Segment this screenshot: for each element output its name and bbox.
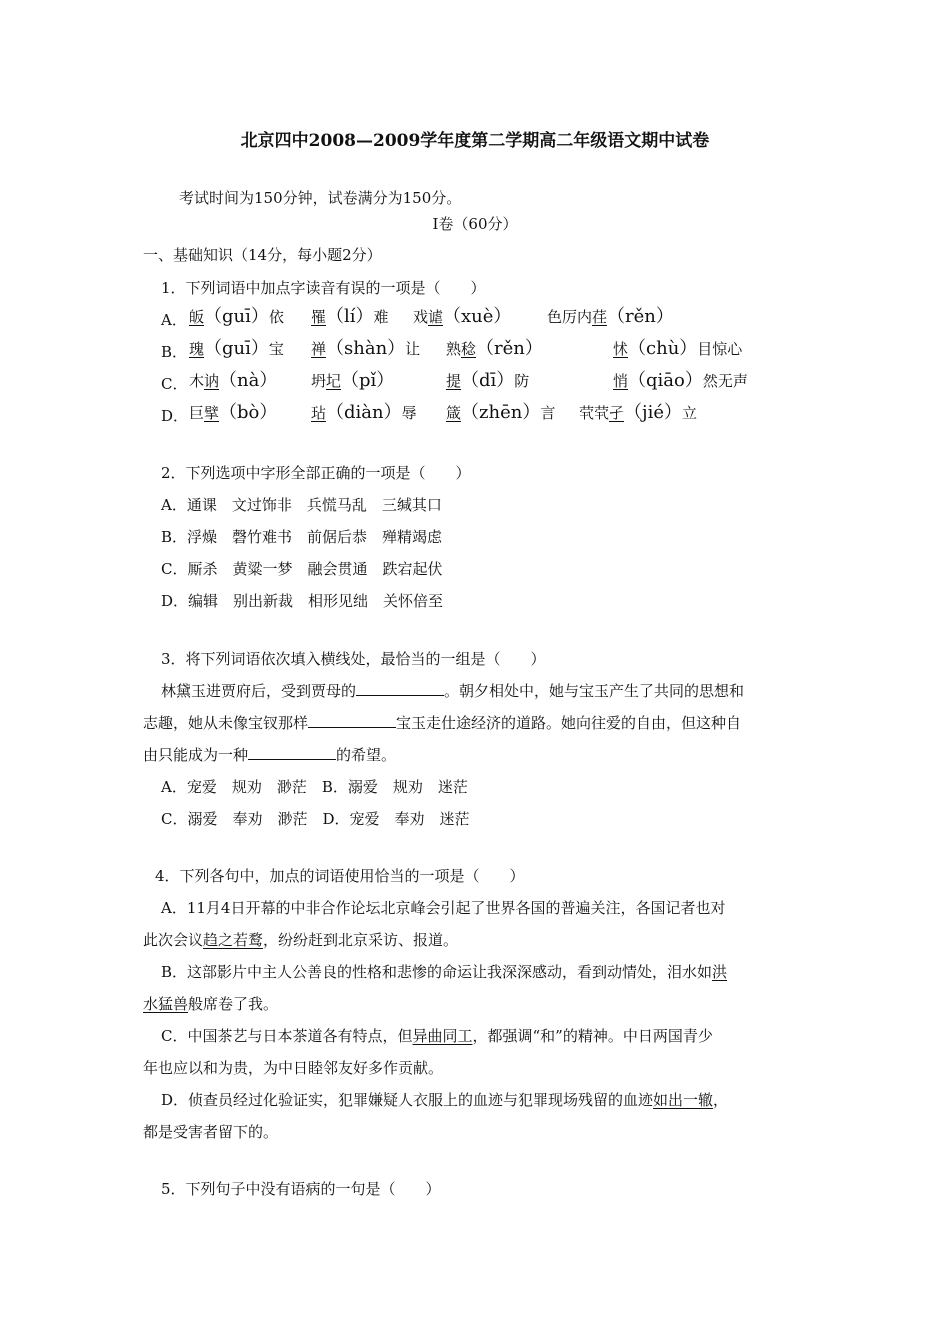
question-3-passage-line-1: 林黛玉进贾府后，受到贾母的 。朝夕相处中，她与宝玉产生了共同的思想和 (161, 682, 745, 700)
marked-character: 圮 (326, 372, 342, 390)
question-1-option-d-label: D． (161, 407, 189, 425)
question-2-stem: 2．下列选项中字形全部正确的一项是（ ） (161, 464, 471, 482)
pinyin-reading: （rěn） (607, 306, 674, 327)
pinyin-reading: （guī） (204, 306, 269, 327)
highlighted-phrase: 洪 (712, 963, 728, 981)
pinyin-reading: （qiāo） (628, 370, 703, 391)
word-suffix: 难 (373, 308, 389, 326)
volume-heading: I卷（60分） (432, 215, 518, 233)
pinyin-item (311, 339, 420, 359)
word-suffix: 辱 (401, 404, 417, 422)
question-2-option-c: C．厮杀 黄粱一梦 融会贯通 跌宕起伏 (161, 560, 443, 578)
pinyin-item (189, 371, 277, 391)
pinyin-item (311, 403, 417, 423)
pinyin-reading: （lí） (326, 306, 374, 327)
pinyin-item (613, 371, 748, 391)
question-1-option-b-label: B． (161, 343, 188, 361)
question-4-option-b-line-2: 水猛兽般席卷了我。 (143, 995, 279, 1013)
answer-blank (248, 745, 336, 760)
marked-character: 怵 (613, 340, 629, 358)
pinyin-item (446, 371, 529, 391)
pinyin-item (189, 339, 284, 359)
pinyin-item (311, 307, 389, 327)
question-4-option-d-line-2: 都是受害者留下的。 (143, 1123, 279, 1141)
highlighted-phrase: 趋之若鹜 (203, 931, 264, 949)
pinyin-reading: （nà） (219, 370, 278, 391)
question-1-option-c-label: C． (161, 375, 188, 393)
word-prefix: 巨 (189, 404, 205, 422)
marked-character: 稔 (461, 340, 477, 358)
question-2-option-a: A．通课 文过饰非 兵慌马乱 三缄其口 (161, 496, 442, 514)
word-prefix: 色厉内 (547, 308, 593, 326)
pinyin-reading: （shàn） (326, 338, 406, 359)
question-4-option-a-line-1: A．11月4日开幕的中非合作论坛北京峰会引起了世界各国的普遍关注，各国记者也对 (161, 899, 726, 917)
question-2-option-d: D．编辑 别出新裁 相形见绌 关怀倍至 (161, 592, 444, 610)
pinyin-reading: （zhēn） (461, 402, 541, 423)
word-suffix: 依 (268, 308, 284, 326)
word-prefix: 戏 (413, 308, 429, 326)
word-suffix: 然无声 (702, 372, 748, 390)
word-suffix: 宝 (268, 340, 284, 358)
question-3-passage-line-3: 由只能成为一种 的希望。 (143, 746, 397, 764)
word-suffix: 目惊心 (697, 340, 743, 358)
word-suffix: 防 (514, 372, 530, 390)
question-3-options-ab: A．宠爱 规劝 渺茫 B．溺爱 规劝 迷茫 (161, 778, 468, 796)
pinyin-item (613, 339, 742, 359)
question-3-stem: 3．将下列词语依次填入横线处，最恰当的一组是（ ） (161, 650, 546, 668)
marked-character: 箴 (446, 404, 462, 422)
marked-character: 讷 (204, 372, 220, 390)
pinyin-reading: （xuè） (443, 306, 512, 327)
marked-character: 提 (446, 372, 462, 390)
word-prefix: 茕茕 (579, 404, 610, 422)
question-2-option-b: B．浮燥 磬竹难书 前倨后恭 殚精竭虑 (161, 528, 443, 546)
pinyin-item (413, 307, 511, 327)
marked-character: 皈 (189, 308, 205, 326)
marked-character: 禅 (311, 340, 327, 358)
pinyin-reading: （bò） (219, 402, 278, 423)
question-4-option-d-line-1: D．侦查员经过化验证实，犯罪嫌疑人衣服上的血迹与犯罪现场残留的血迹如出一辙， (161, 1091, 729, 1109)
word-suffix: 让 (405, 340, 421, 358)
question-3-passage-line-2: 志趣，她从未像宝钗那样 宝玉走仕途经济的道路。她向往爱的自由，但这种自 (143, 714, 742, 732)
pinyin-item (189, 307, 284, 327)
pinyin-item (311, 371, 394, 391)
marked-character: 谑 (428, 308, 444, 326)
question-1-option-a-label: A． (161, 311, 187, 329)
question-4-stem: 4．下列各句中，加点的词语使用恰当的一项是（ ） (155, 867, 525, 885)
pinyin-reading: （pǐ） (341, 370, 395, 391)
highlighted-phrase: 如出一辙 (653, 1091, 714, 1109)
word-prefix: 熟 (446, 340, 462, 358)
question-1-stem: 1．下列词语中加点字读音有误的一项是（ ） (161, 279, 486, 297)
exam-title: 北京四中2008—2009学年度第二学期高二年级语文期中试卷 (240, 131, 710, 151)
word-prefix: 坍 (311, 372, 327, 390)
marked-character: 孑 (609, 404, 625, 422)
exam-intro: 考试时间为150分钟，试卷满分为150分。 (179, 189, 462, 207)
marked-character: 玷 (311, 404, 327, 422)
marked-character: 罹 (311, 308, 327, 326)
pinyin-item (446, 403, 555, 423)
pinyin-reading: （guī） (204, 338, 269, 359)
highlighted-phrase: 异曲同工 (412, 1027, 473, 1045)
marked-character: 擘 (204, 404, 220, 422)
section-heading: 一、基础知识（14分，每小题2分） (143, 246, 382, 264)
highlighted-phrase: 水猛兽 (143, 995, 189, 1013)
pinyin-item (547, 307, 674, 327)
pinyin-reading: （chù） (628, 338, 698, 359)
answer-blank (356, 681, 444, 696)
pinyin-item (189, 403, 277, 423)
question-5-stem: 5．下列句子中没有语病的一句是（ ） (161, 1180, 441, 1198)
pinyin-item (579, 403, 697, 423)
marked-character: 悄 (613, 372, 629, 390)
pinyin-reading: （diàn） (326, 402, 402, 423)
answer-blank (308, 713, 396, 728)
word-prefix: 木 (189, 372, 205, 390)
pinyin-item (446, 339, 543, 359)
question-4-option-c-line-2: 年也应以和为贵，为中日睦邻友好多作贡献。 (143, 1059, 444, 1077)
word-suffix: 立 (682, 404, 698, 422)
question-4-option-b-line-1: B．这部影片中主人公善良的性格和悲惨的命运让我深深感动，看到动情处，泪水如洪 (161, 963, 728, 981)
marked-character: 荏 (592, 308, 608, 326)
marked-character: 瑰 (189, 340, 205, 358)
word-suffix: 言 (540, 404, 556, 422)
question-4-option-a-line-2: 此次会议趋之若鹜，纷纷赶到北京采访、报道。 (143, 931, 459, 949)
question-3-options-cd: C．溺爱 奉劝 渺茫 D．宠爱 奉劝 迷茫 (161, 810, 470, 828)
pinyin-reading: （jié） (624, 402, 683, 423)
pinyin-reading: （rěn） (476, 338, 543, 359)
pinyin-reading: （dī） (461, 370, 515, 391)
question-4-option-c-line-1: C．中国茶艺与日本茶道各有特点，但异曲同工，都强调“和”的精神。中日两国青少 (161, 1027, 713, 1045)
